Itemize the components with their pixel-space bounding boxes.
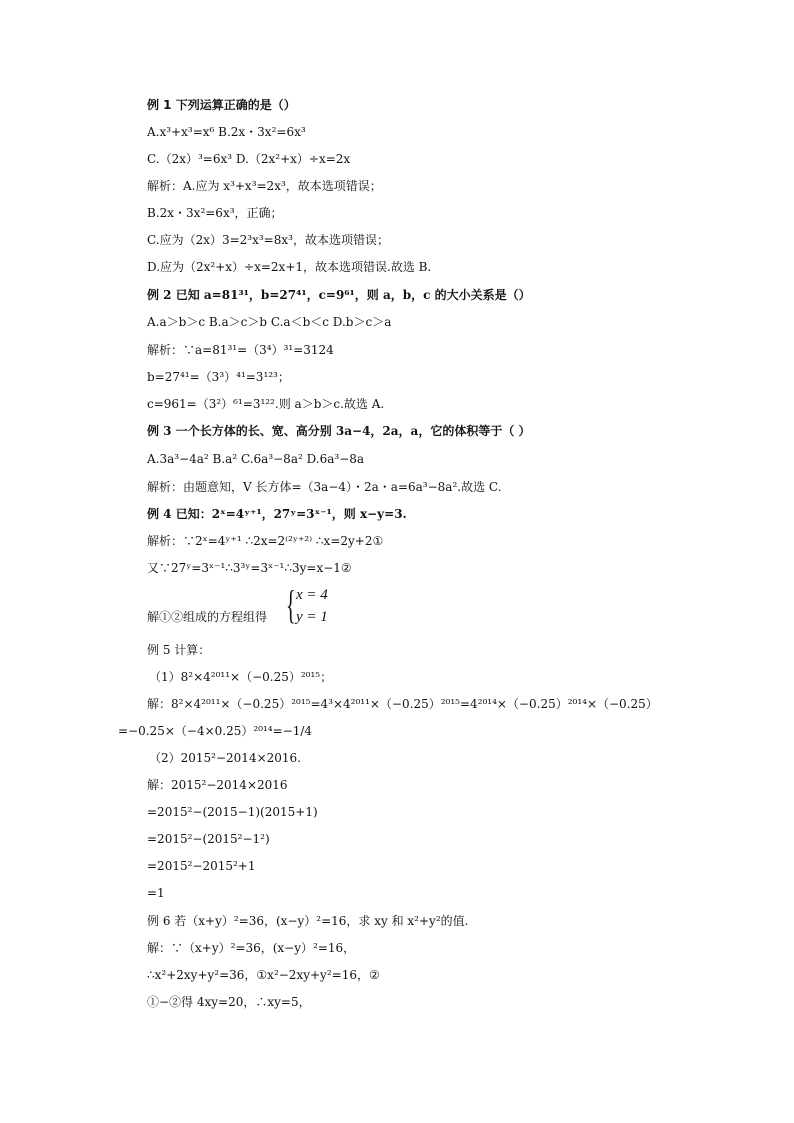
example-1-analysis-a: 解析：A.应为 x³+x³=2x³，故本选项错误； — [147, 179, 382, 193]
example-1-question: 例 1 下列运算正确的是（） — [147, 98, 296, 112]
system-equation-y: y = 1 — [296, 609, 328, 625]
example-3-analysis: 解析：由题意知，V 长方体=（3a−4）・2a・a=6a³−8a².故选 C. — [147, 480, 502, 494]
example-2-analysis-c: c=961=（3²）⁶¹=3¹²².则 a＞b＞c.故选 A. — [147, 397, 385, 411]
example-5-solution-2d: =2015²−2015²+1 — [147, 859, 256, 873]
example-4-system-intro: 解①②组成的方程组得 — [147, 610, 268, 624]
example-5-solution-1b: =−0.25×（−4×0.25）²⁰¹⁴=−1/4 — [118, 724, 313, 738]
example-1-analysis-b: B.2x・3x²=6x³，正确； — [147, 206, 283, 220]
example-3-options: A.3a³−4a² B.a² C.6a³−8a² D.6a³−8a — [147, 452, 365, 466]
example-1-options-cd: C.（2x）³=6x³ D.（2x²+x）÷x=2x — [147, 152, 351, 166]
example-2-analysis-b: b=27⁴¹=（3³）⁴¹=3¹²³； — [147, 370, 290, 384]
example-2-analysis-a: 解析：∵a=81³¹=（3⁴）³¹=3124 — [147, 343, 334, 357]
example-6-solution-2: ∴x²+2xy+y²=36，①x²−2xy+y²=16，② — [147, 968, 380, 982]
example-5-solution-2b: =2015²−(2015−1)(2015+1) — [147, 805, 318, 819]
example-2-options: A.a＞b＞c B.a＞c＞b C.a＜b＜c D.b＞c＞a — [147, 315, 392, 329]
example-5-part-2: （2）2015²−2014×2016. — [149, 751, 301, 765]
example-6-question: 例 6 若（x+y）²=36，(x−y）²=16，求 xy 和 x²+y²的值. — [147, 914, 469, 928]
example-4-question: 例 4 已知：2ˣ=4ʸ⁺¹，27ʸ=3ˣ⁻¹，则 x−y=3. — [147, 507, 407, 521]
example-4-analysis-1: 解析：∵2ˣ=4ʸ⁺¹ ∴2x=2⁽²ʸ⁺²⁾ ∴x=2y+2① — [147, 534, 384, 548]
left-brace-icon: { — [286, 582, 296, 627]
example-5-part-1: （1）8²×4²⁰¹¹×（−0.25）²⁰¹⁵； — [149, 670, 333, 684]
example-5-solution-2e: =1 — [147, 886, 165, 900]
example-1-analysis-c: C.应为（2x）3=2³x³=8x³，故本选项错误； — [147, 233, 389, 247]
system-equation-x: x = 4 — [296, 587, 328, 603]
example-5-solution-1a: 解：8²×4²⁰¹¹×（−0.25）²⁰¹⁵=4³×4²⁰¹¹×（−0.25）²⁰¹⁵=4²⁰¹⁴×（−0.25）²⁰¹⁴×（−0.25） — [147, 697, 658, 711]
example-2-question: 例 2 已知 a=81³¹，b=27⁴¹，c=9⁶¹，则 a，b，c 的大小关系是（） — [147, 288, 531, 302]
example-1-options-ab: A.x³+x³=x⁶ B.2x・3x²=6x³ — [147, 125, 306, 139]
example-1-analysis-d: D.应为（2x²+x）÷x=2x+1，故本选项错误.故选 B. — [147, 260, 432, 274]
example-6-solution-1: 解：∵（x+y）²=36，(x−y）²=16， — [147, 941, 356, 955]
example-3-question: 例 3 一个长方体的长、宽、高分别 3a−4，2a，a，它的体积等于（ ） — [147, 424, 531, 438]
example-4-analysis-2: 又∵27ʸ=3ˣ⁻¹∴3³ʸ=3ˣ⁻¹∴3y=x−1② — [147, 561, 352, 575]
equation-system — [286, 582, 346, 631]
example-5-solution-2c: =2015²−(2015²−1²) — [147, 832, 270, 846]
example-5-solution-2a: 解：2015²−2014×2016 — [147, 778, 288, 792]
example-5-title: 例 5 计算： — [147, 643, 211, 657]
example-6-solution-3: ①−②得 4xy=20，∴xy=5， — [147, 995, 311, 1009]
